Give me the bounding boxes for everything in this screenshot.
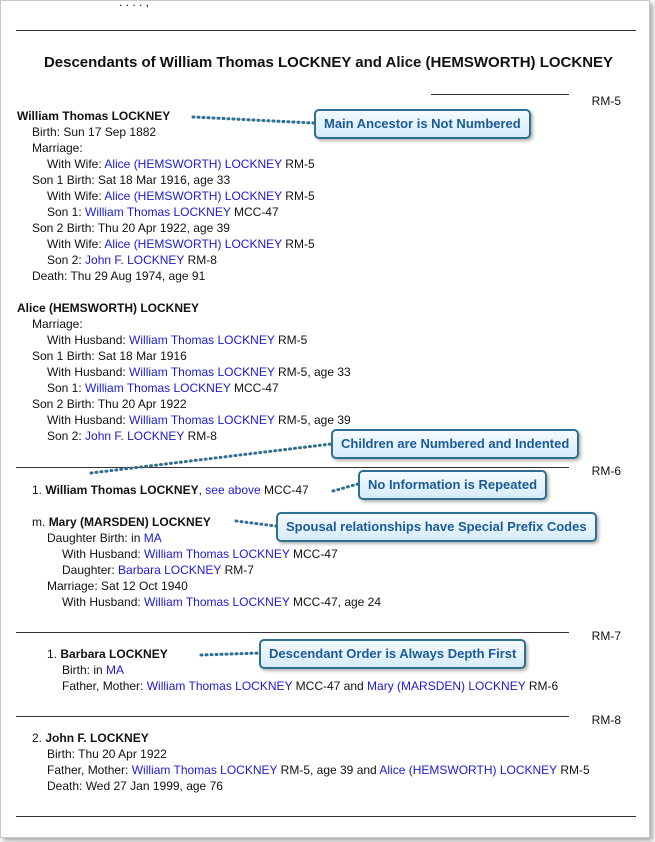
son-birth-line: Son 1 Birth: Sat 18 Mar 1916, age 33	[32, 173, 231, 187]
place-link[interactable]: MA	[106, 663, 125, 677]
record-id: RM-7	[591, 629, 621, 643]
person-name: William Thomas LOCKNEY	[17, 109, 171, 123]
person-link[interactable]: Alice (HEMSWORTH) LOCKNEY	[104, 157, 282, 171]
connector-line	[91, 444, 331, 473]
record-ref: RM-7	[224, 563, 254, 577]
connector-line	[201, 653, 259, 655]
person-link[interactable]: William Thomas LOCKNEY	[131, 763, 278, 777]
label: Birth: in	[62, 663, 103, 677]
person-link[interactable]: Mary (MARSDEN) LOCKNEY	[367, 679, 526, 693]
person-name: Barbara LOCKNEY	[60, 647, 168, 661]
separator: ,	[198, 483, 202, 497]
marriage-line: Marriage:	[32, 317, 83, 331]
top-fragment: . . . . ,	[119, 0, 150, 9]
person-link[interactable]: Alice (HEMSWORTH) LOCKNEY	[104, 237, 282, 251]
person-name: Mary (MARSDEN) LOCKNEY	[48, 515, 211, 529]
connector-line	[333, 484, 358, 491]
person-link[interactable]: John F. LOCKNEY	[85, 253, 185, 267]
person-link[interactable]: William Thomas LOCKNEY	[144, 595, 290, 609]
record-ref: RM-5, age 39 and	[280, 763, 377, 777]
record-ref: RM-8	[187, 429, 217, 443]
marriage-line: Marriage:	[32, 141, 83, 155]
callout-children-numbered: Children are Numbered and Indented	[331, 429, 579, 459]
record-ref: MCC-47	[233, 381, 279, 395]
label: With Wife:	[47, 157, 102, 171]
label: Father, Mother:	[47, 763, 129, 777]
record-id: RM-8	[591, 713, 621, 727]
label: Son 2:	[47, 429, 82, 443]
person-link[interactable]: William Thomas LOCKNEY	[129, 413, 275, 427]
person-link[interactable]: Barbara LOCKNEY	[118, 563, 222, 577]
callout-main-ancestor: Main Ancestor is Not Numbered	[314, 109, 531, 139]
marriage-line: Marriage: Sat 12 Oct 1940	[47, 579, 188, 593]
record-id: RM-5	[591, 94, 621, 108]
record-ref: MCC-47	[292, 547, 338, 561]
child-number: 1.	[32, 483, 43, 497]
person-link[interactable]: William Thomas LOCKNEY	[144, 547, 290, 561]
callout-no-repeat: No Information is Repeated	[358, 470, 547, 500]
place-link[interactable]: MA	[143, 531, 162, 545]
person-link[interactable]: John F. LOCKNEY	[85, 429, 185, 443]
label: Son 1:	[47, 205, 82, 219]
record-id: RM-6	[591, 464, 621, 478]
person-name: John F. LOCKNEY	[45, 731, 149, 745]
child-number: 2.	[32, 731, 43, 745]
label: With Wife:	[47, 189, 102, 203]
record-ref: RM-5	[277, 333, 308, 347]
label: Daughter:	[62, 563, 115, 577]
person-link[interactable]: William Thomas LOCKNEY	[85, 381, 231, 395]
page-title: Descendants of William Thomas LOCKNEY and Alice (HEMSWORTH) LOCKNEY	[43, 54, 614, 71]
child-number: 1.	[47, 647, 58, 661]
record-ref: RM-5, age 33	[277, 365, 351, 379]
label: With Wife:	[47, 237, 102, 251]
record-ref: MCC-47, age 24	[292, 595, 382, 609]
record-ref: MCC-47	[264, 483, 309, 497]
son-birth-line: Son 2 Birth: Thu 20 Apr 1922	[32, 397, 187, 411]
person-link[interactable]: William Thomas LOCKNEY	[146, 679, 293, 693]
callout-spousal-prefix: Spousal relationships have Special Prefix Codes	[276, 512, 597, 542]
connector-line	[193, 117, 314, 123]
death-line: Death: Wed 27 Jan 1999, age 76	[47, 779, 223, 793]
person-link[interactable]: Alice (HEMSWORTH) LOCKNEY	[104, 189, 282, 203]
connector-line	[236, 521, 276, 526]
record-ref: RM-5, age 39	[277, 413, 351, 427]
label: Son 1:	[47, 381, 82, 395]
record-ref: RM-6	[528, 679, 559, 693]
label: With Husband:	[62, 547, 141, 561]
record-ref: RM-8	[187, 253, 217, 267]
person-link[interactable]: William Thomas LOCKNEY	[129, 365, 275, 379]
person-link[interactable]: William Thomas LOCKNEY	[85, 205, 231, 219]
callout-depth-first: Descendant Order is Always Depth First	[259, 639, 526, 669]
birth-line: Birth: Thu 20 Apr 1922	[47, 747, 167, 761]
label: With Husband:	[62, 595, 141, 609]
record-ref: RM-5	[285, 157, 315, 171]
record-ref: RM-5	[285, 189, 315, 203]
person-name: William Thomas LOCKNEY	[45, 483, 199, 497]
spouse-prefix: m.	[32, 515, 46, 529]
record-ref: MCC-47 and	[295, 679, 364, 693]
see-above-link[interactable]: see above	[205, 483, 261, 497]
label: With Husband:	[47, 413, 126, 427]
death-line: Death: Thu 29 Aug 1974, age 91	[32, 269, 206, 283]
record-ref: RM-5	[560, 763, 590, 777]
son-birth-line: Son 2 Birth: Thu 20 Apr 1922, age 39	[32, 221, 230, 235]
label: Daughter Birth: in	[47, 531, 141, 545]
person-name: Alice (HEMSWORTH) LOCKNEY	[17, 301, 200, 315]
son-birth-line: Son 1 Birth: Sat 18 Mar 1916	[32, 349, 187, 363]
record-ref: MCC-47	[233, 205, 279, 219]
record-ref: RM-5	[285, 237, 315, 251]
label: Father, Mother:	[62, 679, 144, 693]
label: With Husband:	[47, 365, 126, 379]
person-link[interactable]: William Thomas LOCKNEY	[129, 333, 275, 347]
label: Son 2:	[47, 253, 82, 267]
label: With Husband:	[47, 333, 126, 347]
birth-line: Birth: Sun 17 Sep 1882	[32, 125, 157, 139]
person-link[interactable]: Alice (HEMSWORTH) LOCKNEY	[379, 763, 557, 777]
